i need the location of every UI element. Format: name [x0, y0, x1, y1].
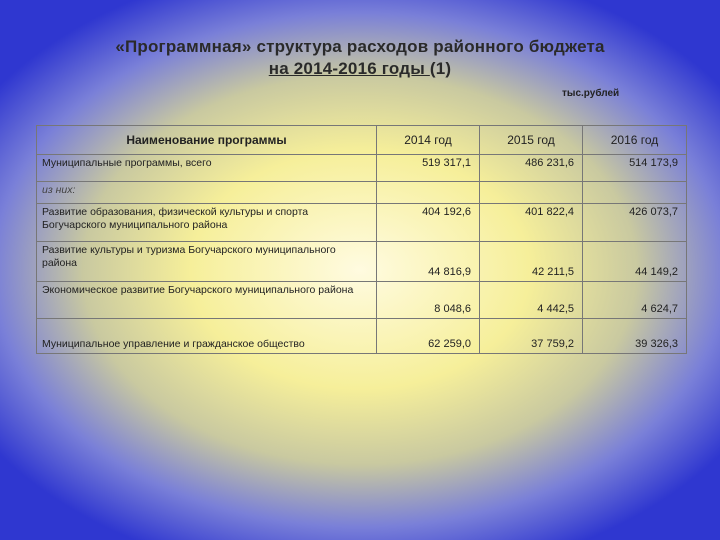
header-program-name: Наименование программы [37, 126, 377, 155]
value-2014: 62 259,0 [377, 319, 480, 354]
value-2016: 514 173,9 [583, 155, 687, 182]
value-2015: 42 211,5 [480, 242, 583, 282]
table-row [37, 242, 687, 282]
value-2016: 4 624,7 [583, 282, 687, 319]
value-2014: 44 816,9 [377, 242, 480, 282]
program-name: Развитие культуры и туризма Богучарского муниципального района [37, 242, 377, 282]
value-2016: 44 149,2 [583, 242, 687, 282]
units-label: тыс.рублей [562, 88, 620, 99]
budget-table [36, 125, 687, 354]
slide-title-line-1: «Программная» структура расходов районного бюджета [115, 37, 605, 56]
value-2016: 39 326,3 [583, 319, 687, 354]
value-2015: 401 822,4 [480, 204, 583, 242]
value-2015 [480, 182, 583, 204]
value-2014: 8 048,6 [377, 282, 480, 319]
program-name: Муниципальное управление и гражданское общество [37, 319, 377, 354]
value-2015: 486 231,6 [480, 155, 583, 182]
table-row [37, 204, 687, 242]
title-years: на 2014-2016 годы [268, 59, 430, 78]
table-row [37, 319, 687, 354]
table-header-row [37, 126, 687, 155]
value-2015: 37 759,2 [480, 319, 583, 354]
slide-title-line-2 [40, 59, 680, 79]
header-2015: 2015 год [480, 126, 583, 155]
program-name: Развитие образования, физической культуры и спорта Богучарского муниципального района [37, 204, 377, 242]
program-name: Экономическое развитие Богучарского муниципального района [37, 282, 377, 319]
value-2015: 4 442,5 [480, 282, 583, 319]
program-name: Муниципальные программы, всего [37, 155, 377, 182]
table-row [37, 155, 687, 182]
table-row [37, 182, 687, 204]
header-2016: 2016 год [583, 126, 687, 155]
header-2014: 2014 год [377, 126, 480, 155]
value-2016 [583, 182, 687, 204]
value-2014: 404 192,6 [377, 204, 480, 242]
table-row [37, 282, 687, 319]
value-2014: 519 317,1 [377, 155, 480, 182]
title-footnote: (1) [429, 59, 452, 78]
program-name: из них: [37, 182, 377, 204]
value-2014 [377, 182, 480, 204]
value-2016: 426 073,7 [583, 204, 687, 242]
